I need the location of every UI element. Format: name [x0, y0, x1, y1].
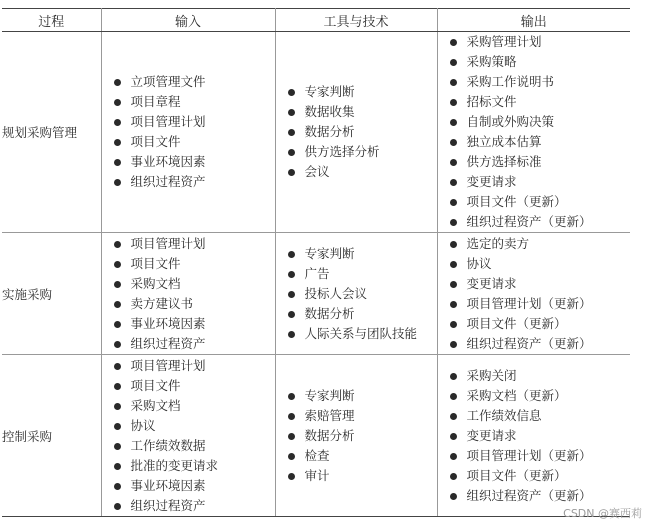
tool-item: 人际关系与团队技能 [288, 324, 437, 344]
input-item: 工作绩效数据 [114, 436, 275, 456]
bullet-list [102, 234, 275, 354]
bullet-list [102, 356, 275, 516]
process-name: 规划采购管理 [2, 32, 101, 233]
output-item: 组织过程资产（更新） [450, 334, 631, 354]
input-item: 项目文件 [114, 376, 275, 396]
outputs-cell [437, 233, 630, 355]
input-item: 采购文档 [114, 396, 275, 416]
input-item: 协议 [114, 416, 275, 436]
output-item: 项目管理计划（更新） [450, 294, 631, 314]
input-item: 项目管理计划 [114, 356, 275, 376]
tool-item: 数据分析 [288, 426, 437, 446]
output-item: 变更请求 [450, 426, 631, 446]
output-item: 项目文件（更新） [450, 466, 631, 486]
tool-item: 专家判断 [288, 244, 437, 264]
tool-item: 审计 [288, 466, 437, 486]
input-item: 事业环境因素 [114, 314, 275, 334]
output-item: 独立成本估算 [450, 132, 631, 152]
watermark: CSDN @赛西莉 [563, 507, 642, 520]
output-item: 供方选择标准 [450, 152, 631, 172]
tool-item: 数据分析 [288, 122, 437, 142]
output-item: 工作绩效信息 [450, 406, 631, 426]
tools-cell [275, 355, 437, 517]
input-item: 组织过程资产 [114, 172, 275, 192]
tool-item: 供方选择分析 [288, 142, 437, 162]
table-row [2, 32, 630, 233]
process-table [2, 8, 630, 517]
bullet-list [102, 72, 275, 192]
bullet-list [438, 366, 631, 506]
output-item: 招标文件 [450, 92, 631, 112]
output-item: 项目管理计划（更新） [450, 446, 631, 466]
output-item: 变更请求 [450, 274, 631, 294]
tool-item: 广告 [288, 264, 437, 284]
header-process: 过程 [2, 9, 101, 32]
table-row [2, 233, 630, 355]
output-item: 采购文档（更新） [450, 386, 631, 406]
input-item: 卖方建议书 [114, 294, 275, 314]
input-item: 项目文件 [114, 254, 275, 274]
inputs-cell [101, 355, 275, 517]
bullet-list [276, 244, 437, 344]
tool-item: 检查 [288, 446, 437, 466]
output-item: 采购管理计划 [450, 32, 631, 52]
bullet-list [276, 82, 437, 182]
input-item: 立项管理文件 [114, 72, 275, 92]
input-item: 批准的变更请求 [114, 456, 275, 476]
input-item: 事业环境因素 [114, 152, 275, 172]
tool-item: 数据分析 [288, 304, 437, 324]
output-item: 协议 [450, 254, 631, 274]
output-item: 项目文件（更新） [450, 314, 631, 334]
output-item: 采购工作说明书 [450, 72, 631, 92]
tool-item: 会议 [288, 162, 437, 182]
tool-item: 专家判断 [288, 386, 437, 406]
tool-item: 索赔管理 [288, 406, 437, 426]
input-item: 事业环境因素 [114, 476, 275, 496]
input-item: 项目管理计划 [114, 112, 275, 132]
output-item: 自制或外购决策 [450, 112, 631, 132]
process-name: 实施采购 [2, 233, 101, 355]
tool-item: 投标人会议 [288, 284, 437, 304]
output-item: 变更请求 [450, 172, 631, 192]
outputs-cell [437, 32, 630, 233]
input-item: 采购文档 [114, 274, 275, 294]
output-item: 采购关闭 [450, 366, 631, 386]
output-item: 组织过程资产（更新） [450, 212, 631, 232]
input-item: 组织过程资产 [114, 334, 275, 354]
input-item: 项目管理计划 [114, 234, 275, 254]
header-tools: 工具与技术 [275, 9, 437, 32]
tool-item: 专家判断 [288, 82, 437, 102]
tools-cell [275, 32, 437, 233]
header-inputs: 输入 [101, 9, 275, 32]
input-item: 项目章程 [114, 92, 275, 112]
inputs-cell [101, 233, 275, 355]
tools-cell [275, 233, 437, 355]
input-item: 组织过程资产 [114, 496, 275, 516]
bullet-list [438, 234, 631, 354]
output-item: 选定的卖方 [450, 234, 631, 254]
outputs-cell [437, 355, 630, 517]
output-item: 采购策略 [450, 52, 631, 72]
input-item: 项目文件 [114, 132, 275, 152]
table-row [2, 355, 630, 517]
process-name: 控制采购 [2, 355, 101, 517]
bullet-list [276, 386, 437, 486]
inputs-cell [101, 32, 275, 233]
header-outputs: 输出 [437, 9, 630, 32]
output-item: 组织过程资产（更新） [450, 486, 631, 506]
bullet-list [438, 32, 631, 232]
tool-item: 数据收集 [288, 102, 437, 122]
output-item: 项目文件（更新） [450, 192, 631, 212]
header-row [2, 9, 630, 32]
